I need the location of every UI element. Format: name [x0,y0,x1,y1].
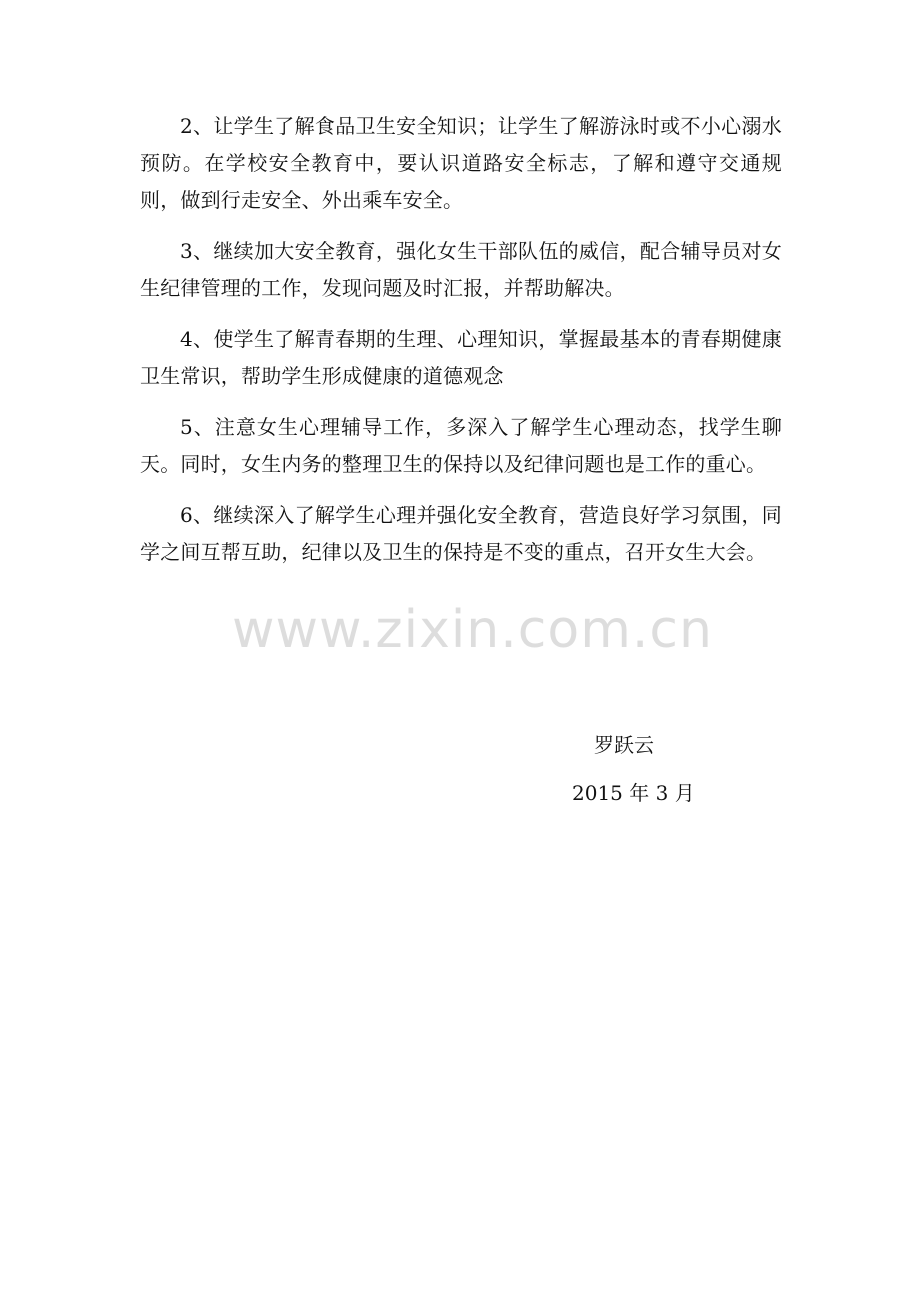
paragraph-item-4: 4、使学生了解青春期的生理、心理知识，掌握最基本的青春期健康卫生常识，帮助学生形成健康的道德观念 [140,327,782,388]
paragraph-item-3: 3、继续加大安全教育，强化女生干部队伍的威信，配合辅导员对女生纪律管理的工作，发现问题及时汇报，并帮助解决。 [140,239,782,300]
paragraph-item-6: 6、继续深入了解学生心理并强化安全教育，营造良好学习氛围，同学之间互帮互助，纪律以及卫生的保持是不变的重点，召开女生大会。 [140,503,782,564]
watermark-text: www.zixin.com.cn [232,600,713,660]
signature-name: 罗跃云 [594,733,654,757]
paragraph-item-2: 2、让学生了解食品卫生安全知识；让学生了解游泳时或不小心溺水预防。在学校安全教育中，要认识道路安全标志，了解和遵守交通规则，做到行走安全、外出乘车安全。 [140,114,782,212]
signature-date: 2015 年 3 月 [572,781,695,805]
document-body [140,108,782,585]
paragraph-item-5: 5、注意女生心理辅导工作，多深入了解学生心理动态，找学生聊天。同时，女生内务的整理卫生的保持以及纪律问题也是工作的重心。 [140,415,782,476]
